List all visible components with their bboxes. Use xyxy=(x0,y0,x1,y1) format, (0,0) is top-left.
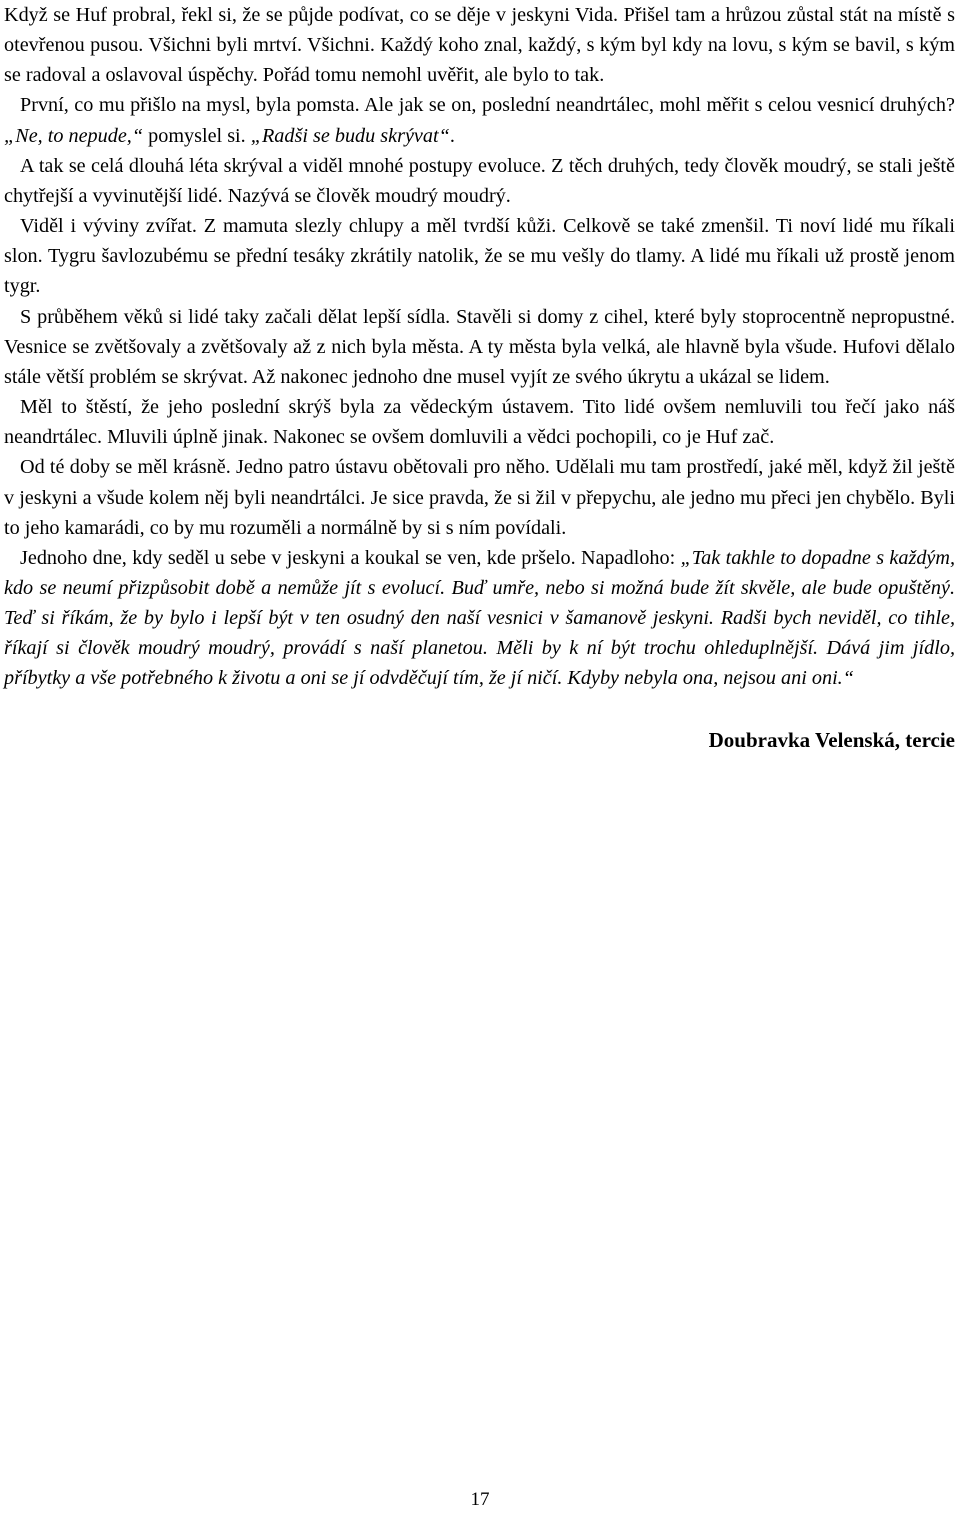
paragraph-text: Od té doby se měl krásně. Jedno patro ústavu obětovali pro něho. Udělali mu tam prostředí, jaké měl, když žil ještě v jeskyni a všude kolem něj byli neandrtálci. Je sice pravda, že si žil v přepychu, ale jedno mu přeci jen chybělo. Byli to jeho kamarádi, co by mu rozuměli a normálně by si s ním povídali. xyxy=(4,456,955,539)
page-number: 17 xyxy=(470,1489,490,1510)
paragraph xyxy=(4,211,955,301)
story-body xyxy=(4,0,955,694)
paragraph-text: Měl to štěstí, že jeho poslední skrýš byla za vědeckým ústavem. Tito lidé ovšem nemluvili tou řečí jako náš neandrtálec. Mluvili úplně jinak. Nakonec se ovšem domluvili a vědci pochopili, co je Huf zač. xyxy=(4,396,955,449)
paragraph xyxy=(4,90,955,150)
paragraph xyxy=(4,151,955,211)
paragraph xyxy=(4,452,955,542)
paragraph xyxy=(4,543,955,694)
paragraph-text: pomyslel si. xyxy=(143,124,251,147)
paragraph-text: . xyxy=(449,124,455,147)
paragraph xyxy=(4,392,955,452)
paragraph-text: Jednoho dne, kdy seděl u sebe v jeskyni a koukal se ven, kde pršelo. Napadloho: xyxy=(20,546,681,569)
paragraph-text: S průběhem věků si lidé taky začali dělat lepší sídla. Stavěli si domy z cihel, které byly stoprocentně nepropustné. Vesnice se zvětšovaly a zvětšovaly až z nich byla města. A ty města byla velká, ale hlavně byla všude. Hufovi dělalo stále větší problém se skrývat. Až nakonec jednoho dne musel vyjít ze svého úkrytu a ukázal se lidem. xyxy=(4,305,955,388)
paragraph-text: A tak se celá dlouhá léta skrýval a viděl mnohé postupy evoluce. Z těch druhých, tedy člověk moudrý, se stali ještě chytřejší a vyvinutější lidé. Nazývá se člověk moudrý moudrý. xyxy=(4,154,955,207)
paragraph-text: První, co mu přišlo na mysl, byla pomsta. Ale jak se on, poslední neandrtálec, mohl měřit s celou vesnicí druhých? xyxy=(20,94,955,117)
paragraph-text: Když se Huf probral, řekl si, že se půjde podívat, co se děje v jeskyni Vida. Přišel tam a hrůzou zůstal stát na místě s otevřenou pusou. Všichni byli mrtví. Všichni. Každý koho znal, každý, s kým byl kdy na lovu, s kým se bavil, s kým se radoval a oslavoval úspěchy. Pořád tomu nemohl uvěřit, ale bylo to tak. xyxy=(4,4,955,87)
italic-quote: „Tak takhle to dopadne s každým, kdo se neumí přizpůsobit době a nemůže jít s evolucí. Buď umře, nebo si možná bude žít skvěle, ale bude opuštěný. Teď si říkám, že by bylo i lepší být v ten osudný den naší vesnici v šamanově jeskyni. Radši bych neviděl, co tihle, říkají si člověk moudrý moudrý, provádí s naší planetou. Měli by k ní být trochu ohleduplnější. Dává jim jídlo, příbytky a vše potřebného k životu a oni se jí odvděčují tím, že jí ničí. Kdyby nebyla ona, nejsou ani oni.“ xyxy=(4,546,956,690)
paragraph xyxy=(4,302,955,392)
author-signature: Doubravka Velenská, tercie xyxy=(708,727,955,752)
italic-quote: „Radši se budu skrývat“ xyxy=(250,124,450,147)
paragraph xyxy=(4,0,955,90)
document-page xyxy=(4,0,955,755)
paragraph-text: Viděl i výviny zvířat. Z mamuta slezly chlupy a měl tvrdší kůži. Celkově se také zmenšil. Ti noví lidé mu říkali slon. Tygru šavlozubému se přední tesáky zkrátily natolik, že se mu vešly do tlamy. A lidé mu říkali už prostě jenom tygr. xyxy=(4,215,955,298)
italic-quote: „Ne, to nepude,“ xyxy=(4,124,144,147)
